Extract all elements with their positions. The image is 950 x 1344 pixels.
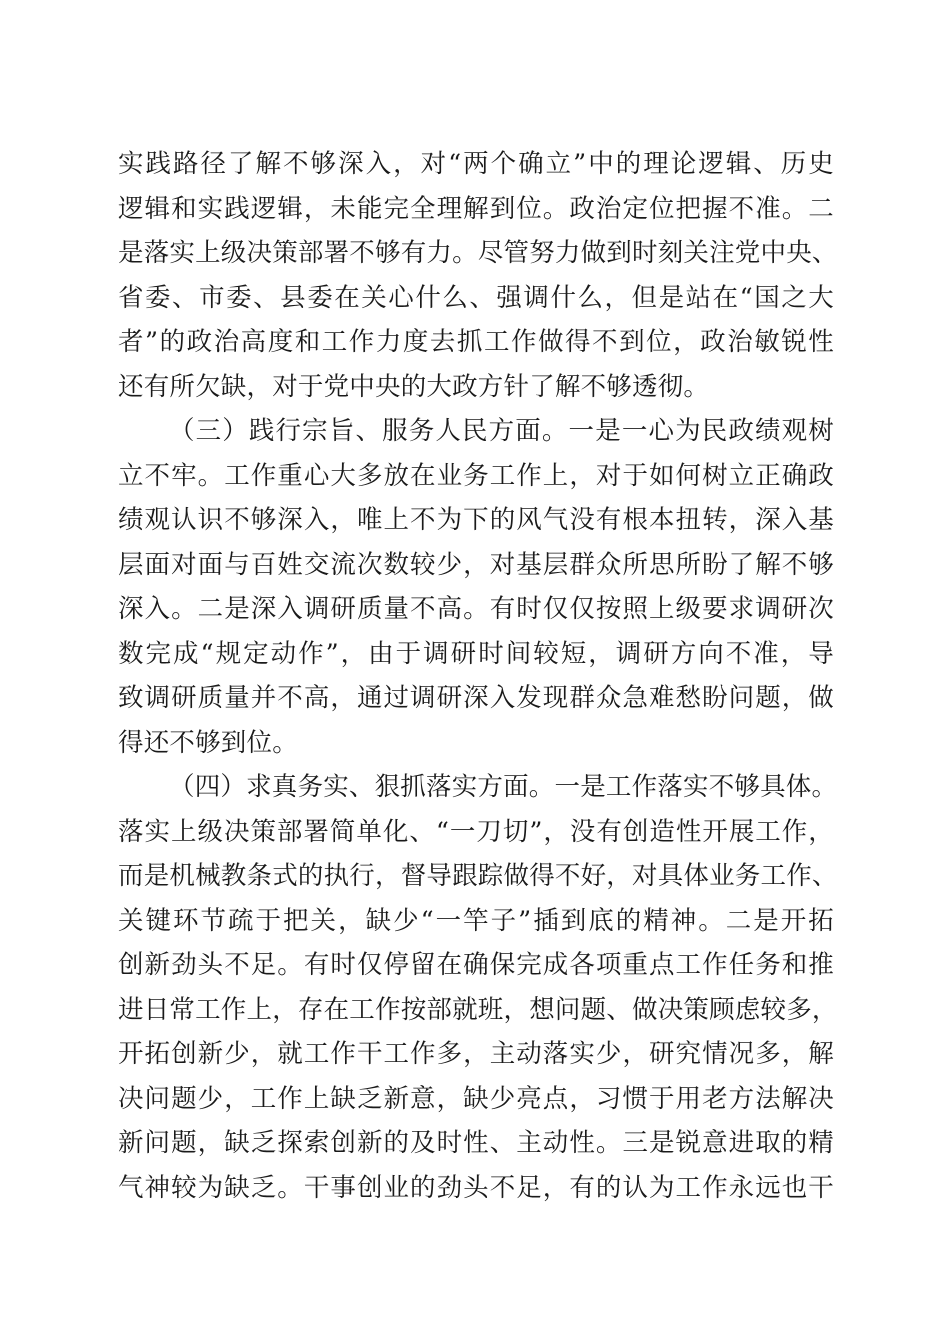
paragraph-2-line-6: 数完成“规定动作”，由于调研时间较短，调研方向不准，导: [118, 638, 834, 669]
paragraph-2-line-5: 深入。二是深入调研质量不高。有时仅仅按照上级要求调研次: [118, 594, 834, 624]
paragraph-1-line-6: 还有所欠缺，对于党中央的大政方针了解不够透彻。: [118, 371, 710, 402]
paragraph-2-line-2: 立不牢。工作重心大多放在业务工作上，对于如何树立正确政: [118, 460, 834, 491]
paragraph-3-line-1: （四）求真务实、狠抓落实方面。一是工作落实不够具体。: [169, 772, 838, 802]
paragraph-3-line-3: 而是机械教条式的执行，督导跟踪做得不好，对具体业务工作、: [118, 861, 838, 891]
paragraph-3-line-7: 开拓创新少，就工作干工作多，主动落实少，研究情况多，解: [118, 1039, 834, 1069]
paragraph-3-line-6: 进日常工作上，存在工作按部就班，想问题、做决策顾虑较多，: [118, 994, 838, 1025]
paragraph-1-line-1: 实践路径了解不够深入，对“两个确立”中的理论逻辑、历史: [118, 149, 834, 179]
paragraph-2-line-1: （三）践行宗旨、服务人民方面。一是一心为民政绩观树: [169, 416, 834, 446]
document-body: [118, 142, 838, 1210]
paragraph-3-line-8: 决问题少，工作上缺乏新意，缺少亮点，习惯于用老方法解决: [118, 1083, 834, 1114]
paragraph-1-line-5: 者”的政治高度和工作力度去抓工作做得不到位，政治敏锐性: [118, 327, 834, 357]
paragraph-3-line-4: 关键环节疏于把关，缺少“一竿子”插到底的精神。二是开拓: [118, 905, 834, 936]
paragraph-3-line-9: 新问题，缺乏探索创新的及时性、主动性。三是锐意进取的精: [118, 1128, 834, 1158]
paragraph-1-line-4: 省委、市委、县委在关心什么、强调什么，但是站在“国之大: [118, 282, 834, 313]
paragraph-2-line-3: 绩观认识不够深入，唯上不为下的风气没有根本扭转，深入基: [118, 505, 834, 535]
paragraph-3-line-10: 气神较为缺乏。干事创业的劲头不足，有的认为工作永远也干: [118, 1172, 834, 1203]
paragraph-1-line-2: 逻辑和实践逻辑，未能完全理解到位。政治定位把握不准。二: [118, 193, 834, 224]
paragraph-2-line-4: 层面对面与百姓交流次数较少，对基层群众所思所盼了解不够: [118, 549, 834, 580]
paragraph-1-line-3: 是落实上级决策部署不够有力。尽管努力做到时刻关注党中央、: [118, 238, 838, 268]
paragraph-2-line-8: 得还不够到位。: [118, 727, 298, 758]
paragraph-3-line-2: 落实上级决策部署简单化、“一刀切”，没有创造性开展工作，: [118, 816, 834, 847]
paragraph-2-line-7: 致调研质量并不高，通过调研深入发现群众急难愁盼问题，做: [118, 683, 834, 713]
paragraph-3-line-5: 创新劲头不足。有时仅停留在确保完成各项重点工作任务和推: [118, 950, 834, 980]
